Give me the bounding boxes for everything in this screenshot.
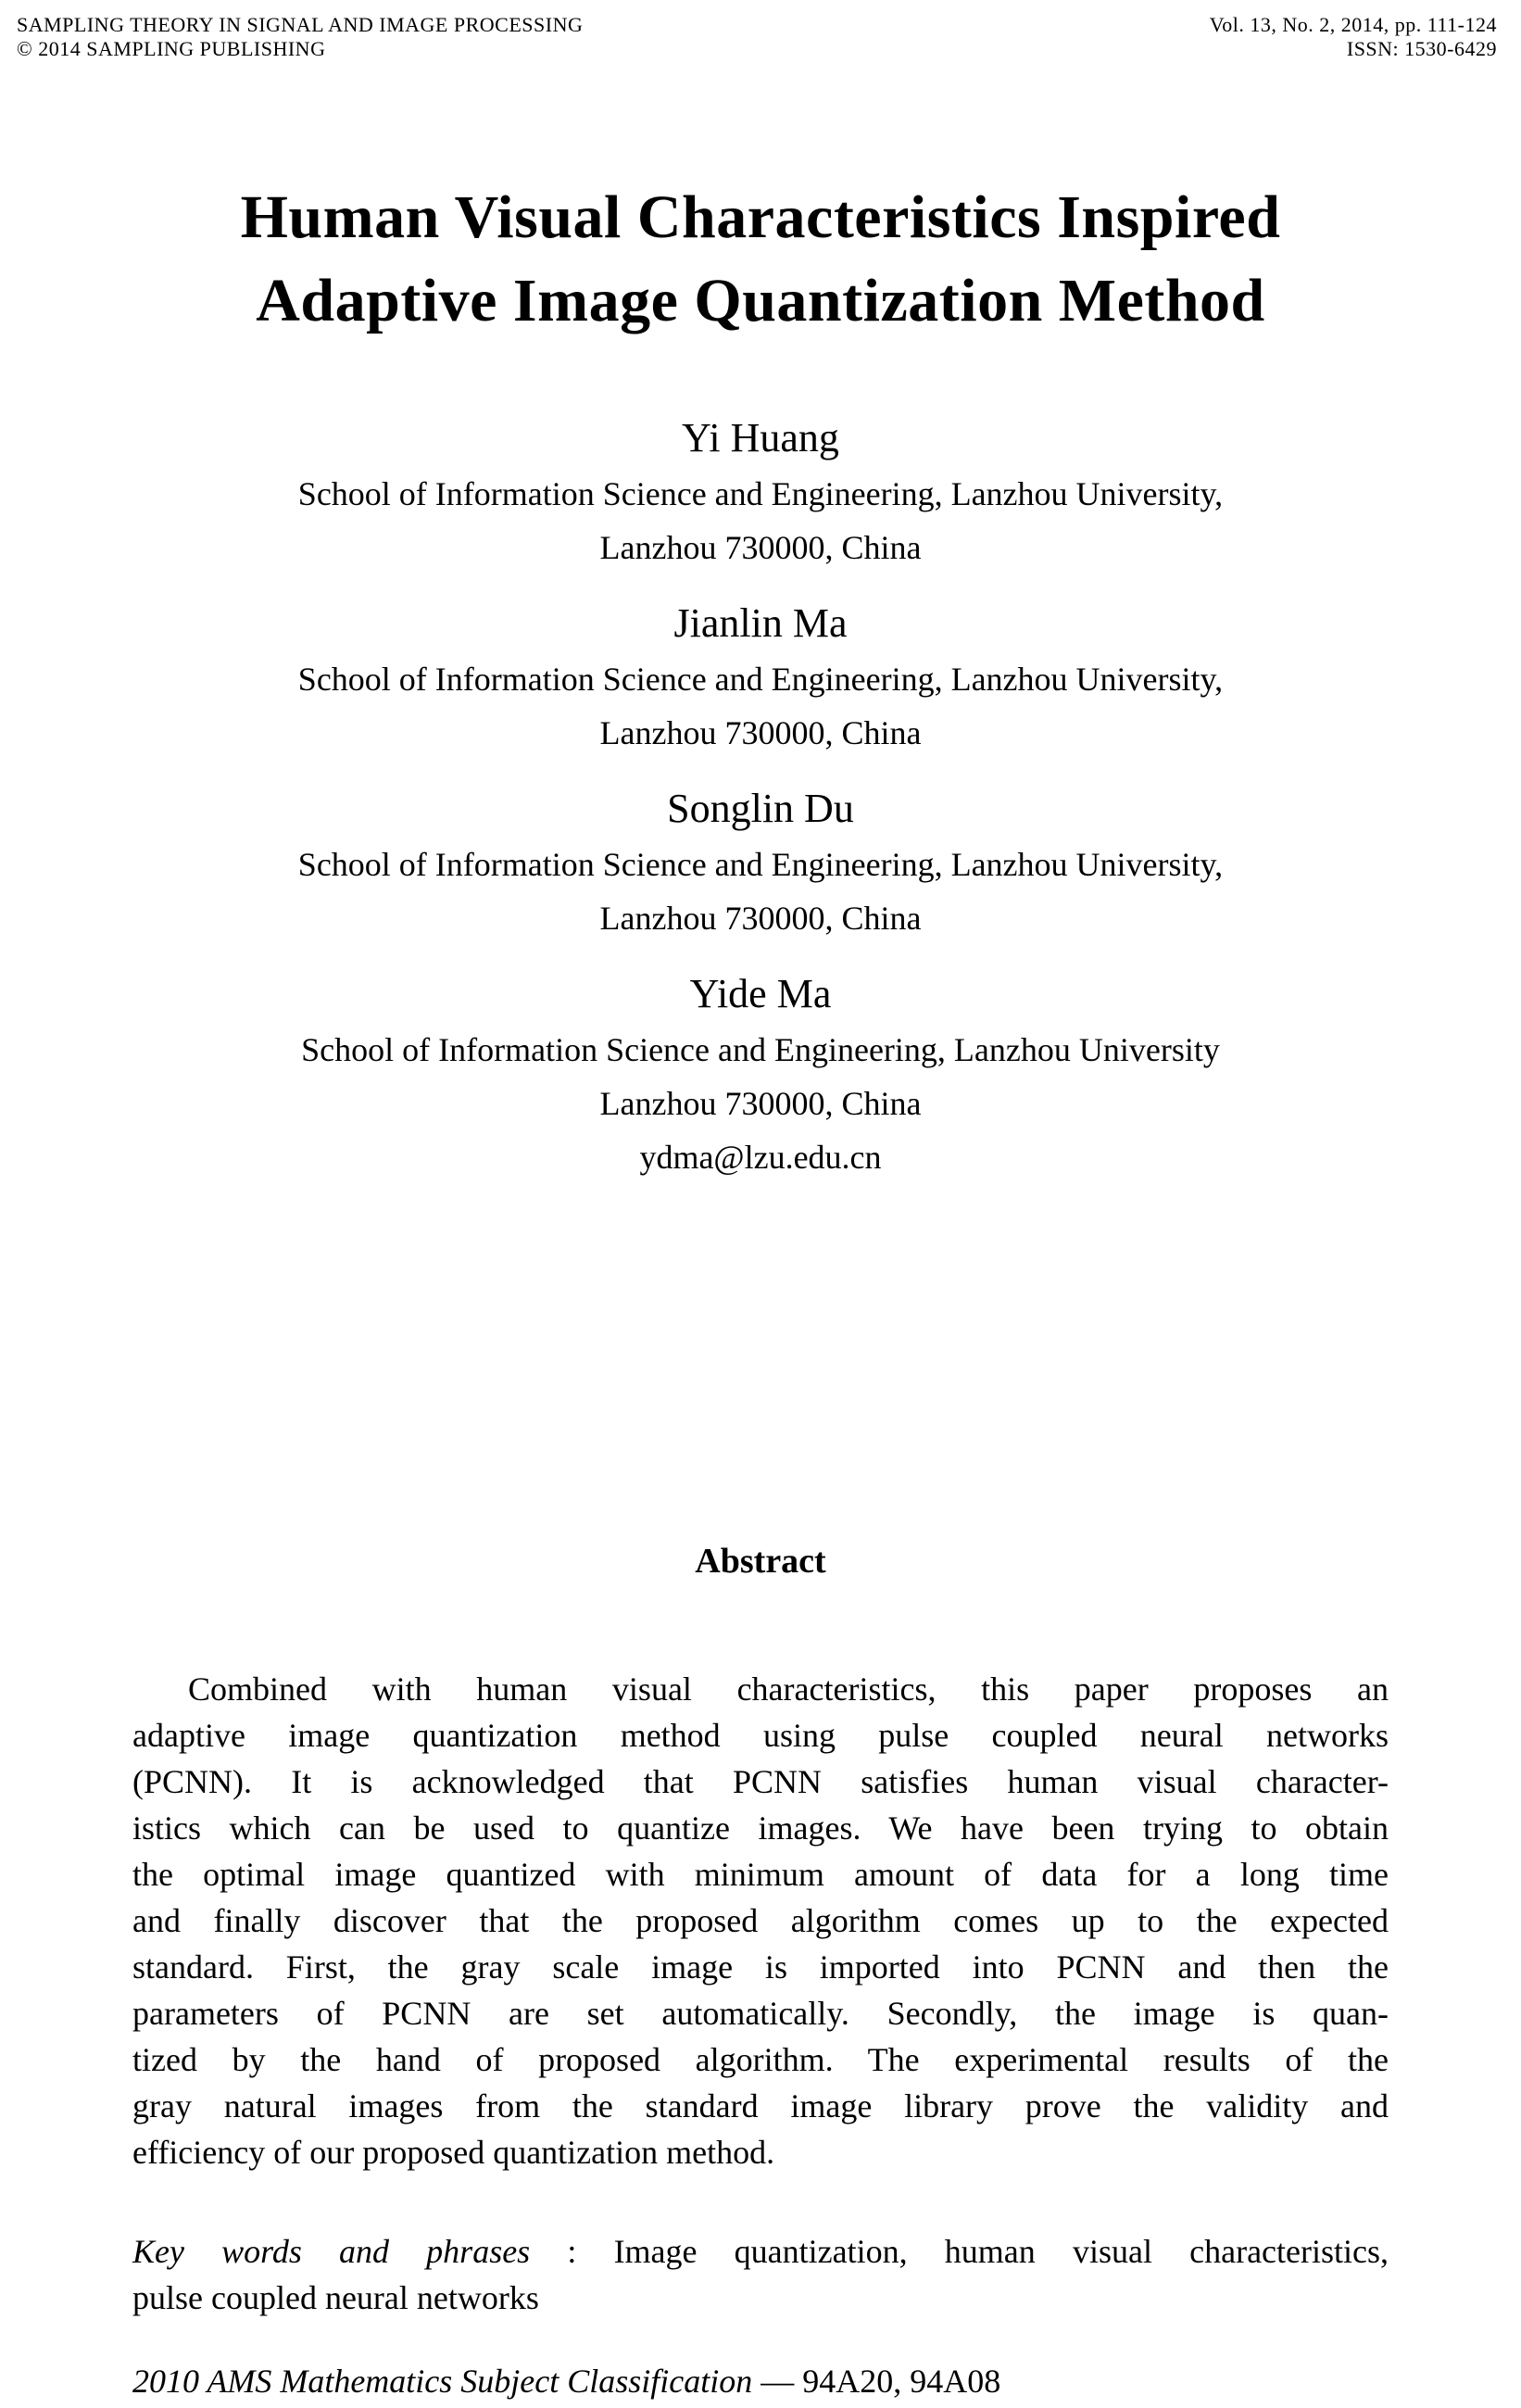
- author-block: [0, 780, 1521, 945]
- abstract-line: tized by the hand of proposed algorithm. The experimental results of the: [132, 2041, 1389, 2078]
- running-head-right: [1210, 13, 1497, 61]
- author-block: [0, 965, 1521, 1184]
- keywords-line: [132, 2228, 1389, 2275]
- author-name: Songlin Du: [667, 786, 854, 831]
- author-affiliation: Lanzhou 730000, China: [599, 1085, 922, 1122]
- author-affiliation: School of Information Science and Engineering, Lanzhou University,: [297, 846, 1224, 883]
- msc-label: 2010 AMS Mathematics Subject Classification: [132, 2363, 753, 2400]
- author-block: [0, 410, 1521, 574]
- keywords-separator: :: [530, 2233, 614, 2270]
- abstract-line: (PCNN). It is acknowledged that PCNN satisfies human visual character-: [132, 1763, 1389, 1800]
- title-line: Adaptive Image Quantization Method: [256, 267, 1265, 334]
- author-affiliation: Lanzhou 730000, China: [599, 900, 922, 937]
- msc-separator: —: [752, 2363, 803, 2400]
- author-affiliation: School of Information Science and Engineering, Lanzhou University,: [297, 661, 1224, 698]
- running-head-left: [17, 13, 583, 61]
- abstract-heading: Abstract: [695, 1542, 826, 1581]
- copyright-notice: © 2014 SAMPLING PUBLISHING: [17, 37, 326, 60]
- author-affiliation: Lanzhou 730000, China: [599, 714, 922, 751]
- msc-codes: 94A20, 94A08: [802, 2363, 1001, 2400]
- author-block: [0, 595, 1521, 760]
- author-name: Jianlin Ma: [673, 600, 848, 646]
- author-affiliation: School of Information Science and Engineering, Lanzhou University,: [297, 475, 1224, 512]
- abstract-line: gray natural images from the standard image library prove the validity and: [132, 2087, 1389, 2124]
- abstract-body: [132, 1666, 1389, 2175]
- abstract-line: adaptive image quantization method using pulse coupled neural networks: [132, 1717, 1389, 1754]
- issn: ISSN: 1530-6429: [1346, 37, 1497, 60]
- author-affiliation: School of Information Science and Engineering, Lanzhou University: [301, 1031, 1220, 1068]
- keywords-label: Key words and phrases: [132, 2233, 531, 2270]
- abstract-line: Combined with human visual characteristics, this paper proposes an: [188, 1670, 1389, 1708]
- abstract-line: and finally discover that the proposed algorithm comes up to the expected: [132, 1902, 1389, 1939]
- author-email[interactable]: ydma@lzu.edu.cn: [639, 1139, 882, 1176]
- subject-classification: [132, 2358, 1389, 2404]
- abstract-line: efficiency of our proposed quantization method.: [132, 2134, 775, 2171]
- author-name: Yide Ma: [689, 971, 832, 1016]
- keywords: [132, 2228, 1389, 2321]
- abstract-line: the optimal image quantized with minimum amount of data for a long time: [132, 1856, 1389, 1893]
- title-line: Human Visual Characteristics Inspired: [240, 183, 1281, 251]
- keywords-line: pulse coupled neural networks: [132, 2279, 539, 2316]
- abstract-line: istics which can be used to quantize images. We have been trying to obtain: [132, 1809, 1389, 1847]
- journal-name: SAMPLING THEORY IN SIGNAL AND IMAGE PROCESSING: [17, 13, 584, 36]
- abstract-line: standard. First, the gray scale image is imported into PCNN and then the: [132, 1948, 1389, 1986]
- author-name: Yi Huang: [682, 415, 839, 460]
- author-list: [0, 410, 1521, 1204]
- paper-title: [0, 176, 1521, 343]
- volume-info: Vol. 13, No. 2, 2014, pp. 111-124: [1209, 13, 1497, 36]
- author-affiliation: Lanzhou 730000, China: [599, 529, 922, 566]
- keywords-text: Image quantization, human visual characteristics,: [613, 2233, 1389, 2270]
- abstract-line: parameters of PCNN are set automatically. Secondly, the image is quan-: [132, 1995, 1389, 2032]
